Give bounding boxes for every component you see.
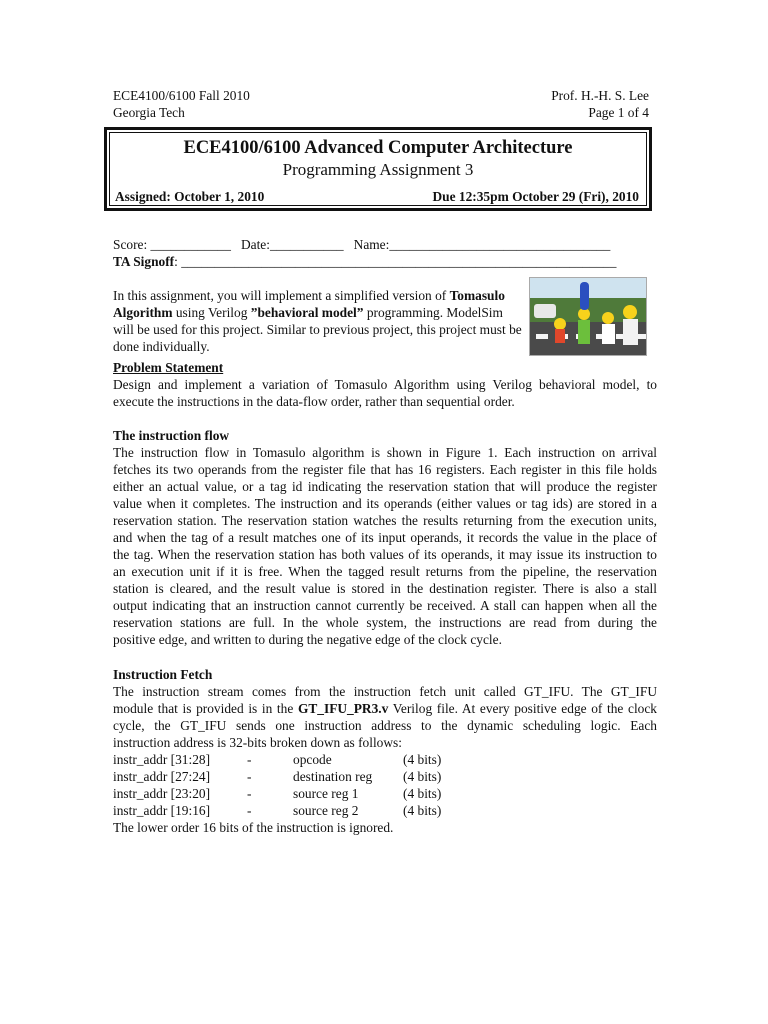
flow-line: reservation stations are full. In the whole system, the instructions are read from during the bbox=[113, 615, 657, 630]
title-box bbox=[104, 127, 652, 211]
fetch-text: Verilog file. At every positive edge of the clock bbox=[388, 701, 657, 716]
field-name: opcode bbox=[293, 752, 332, 767]
flow-line: an execution unit if it is free. When the tagged result returns from the pipeline, the reservation bbox=[113, 564, 657, 579]
flow-line: output indicating that an instruction cannot currently be received. A stall can happen when all the bbox=[113, 598, 657, 613]
cartoon-illustration bbox=[530, 278, 647, 356]
fetch-line: The instruction stream comes from the instruction fetch unit called GT_IFU. The GT_IFU bbox=[113, 684, 657, 699]
flow-line: the tag. When the reservation station has both values of its operands, it may issue its instruction to bbox=[113, 547, 657, 562]
problem-heading: Problem Statement bbox=[113, 360, 224, 375]
intro-text-2: using Verilog bbox=[172, 305, 251, 320]
intro-model: ”behavioral model” bbox=[250, 305, 364, 320]
fetch-footer: The lower order 16 bits of the instruction is ignored. bbox=[113, 820, 394, 835]
field-bits: instr_addr [31:28] bbox=[113, 752, 211, 767]
assigned-date: Assigned: October 1, 2010 bbox=[115, 189, 265, 204]
fetch-line bbox=[113, 700, 657, 717]
page-number: Page 1 of 4 bbox=[588, 105, 649, 120]
fetch-line: cycle, the GT_IFU sends one instruction address to the dynamic scheduling logic. Each bbox=[113, 718, 657, 733]
field-name: destination reg bbox=[293, 769, 373, 784]
date-field: Date:___________ bbox=[240, 237, 344, 252]
instructor-label: Prof. H.-H. S. Lee bbox=[551, 88, 649, 103]
field-bits: instr_addr [19:16] bbox=[113, 803, 211, 818]
field-bits: instr_addr [23:20] bbox=[113, 786, 211, 801]
name-field: Name:_________________________________ bbox=[353, 237, 611, 252]
flow-line: fetches its two operands from the register file that has 16 registers. Each register in this file holds bbox=[113, 462, 657, 477]
flow-line: station is cleared, and the result value is stored in the destination register. There is also a stall bbox=[113, 581, 657, 596]
field-row bbox=[113, 751, 441, 768]
flow-line: either an actual value, or a tag id indicating the reservation station that will produce the register bbox=[113, 479, 657, 494]
field-bits: instr_addr [27:24] bbox=[113, 769, 211, 784]
ta-signoff-row bbox=[113, 253, 616, 270]
ta-signoff-line: : _________________________________________________________________ bbox=[174, 254, 617, 269]
field-row bbox=[113, 768, 441, 785]
field-sep: - bbox=[247, 803, 252, 818]
flow-line: The instruction flow in Tomasulo algorithm is shown in Figure 1. Each instruction on arrival bbox=[113, 445, 657, 460]
ta-signoff-label: TA Signoff bbox=[113, 254, 175, 269]
title-box-inner bbox=[109, 132, 647, 206]
school-label: Georgia Tech bbox=[113, 105, 185, 120]
flow-line: value when it completes. The instruction and its operands (either values or tag ids) are stored in a bbox=[113, 496, 657, 511]
field-sep: - bbox=[247, 786, 252, 801]
field-row bbox=[113, 785, 441, 802]
document-title: ECE4100/6100 Advanced Computer Architecture bbox=[183, 138, 573, 158]
fetch-text: module that is provided is in the bbox=[113, 701, 298, 716]
field-size: (4 bits) bbox=[403, 786, 442, 801]
problem-line: execute the instructions in the data-flow order, rather than sequential order. bbox=[113, 394, 515, 409]
field-name: source reg 2 bbox=[293, 803, 359, 818]
header-row-1 bbox=[113, 87, 649, 104]
problem-line: Design and implement a variation of Tomasulo Algorithm using Verilog behavioral model, to bbox=[113, 377, 657, 392]
intro-paragraph bbox=[113, 287, 523, 355]
fetch-line: instruction address is 32-bits broken down as follows: bbox=[113, 735, 402, 750]
flow-heading: The instruction flow bbox=[113, 428, 230, 443]
field-row bbox=[113, 802, 441, 819]
header-row-2 bbox=[113, 104, 649, 121]
cartoon-image bbox=[529, 277, 647, 356]
field-size: (4 bits) bbox=[403, 752, 442, 767]
flow-line: and when the tag of a result matches one of its input operands, it records the value in the place of bbox=[113, 530, 657, 545]
field-size: (4 bits) bbox=[403, 769, 442, 784]
verilog-file-name: GT_IFU_PR3.v bbox=[297, 701, 389, 716]
flow-line: positive edge, and written to during the negative edge of the clock cycle. bbox=[113, 632, 502, 647]
document-subtitle: Programming Assignment 3 bbox=[282, 160, 474, 179]
intro-text-1: In this assignment, you will implement a simplified version of bbox=[113, 288, 450, 303]
field-sep: - bbox=[247, 769, 252, 784]
due-date: Due 12:35pm October 29 (Fri), 2010 bbox=[432, 189, 639, 204]
intro-text-3: programming. ModelSim will be used for this project. Similar to previous project, this project must be done individually. bbox=[113, 305, 522, 354]
field-sep: - bbox=[247, 752, 252, 767]
field-name: source reg 1 bbox=[293, 786, 359, 801]
score-field: Score: ____________ bbox=[113, 237, 231, 252]
score-row bbox=[113, 236, 610, 253]
intro-algorithm: Tomasulo Algorithm bbox=[113, 288, 505, 320]
course-label: ECE4100/6100 Fall 2010 bbox=[113, 88, 250, 103]
flow-line: reservation station. The reservation station watches the results returning from the execution units, bbox=[113, 513, 657, 528]
field-size: (4 bits) bbox=[403, 803, 442, 818]
fetch-heading: Instruction Fetch bbox=[113, 667, 213, 682]
